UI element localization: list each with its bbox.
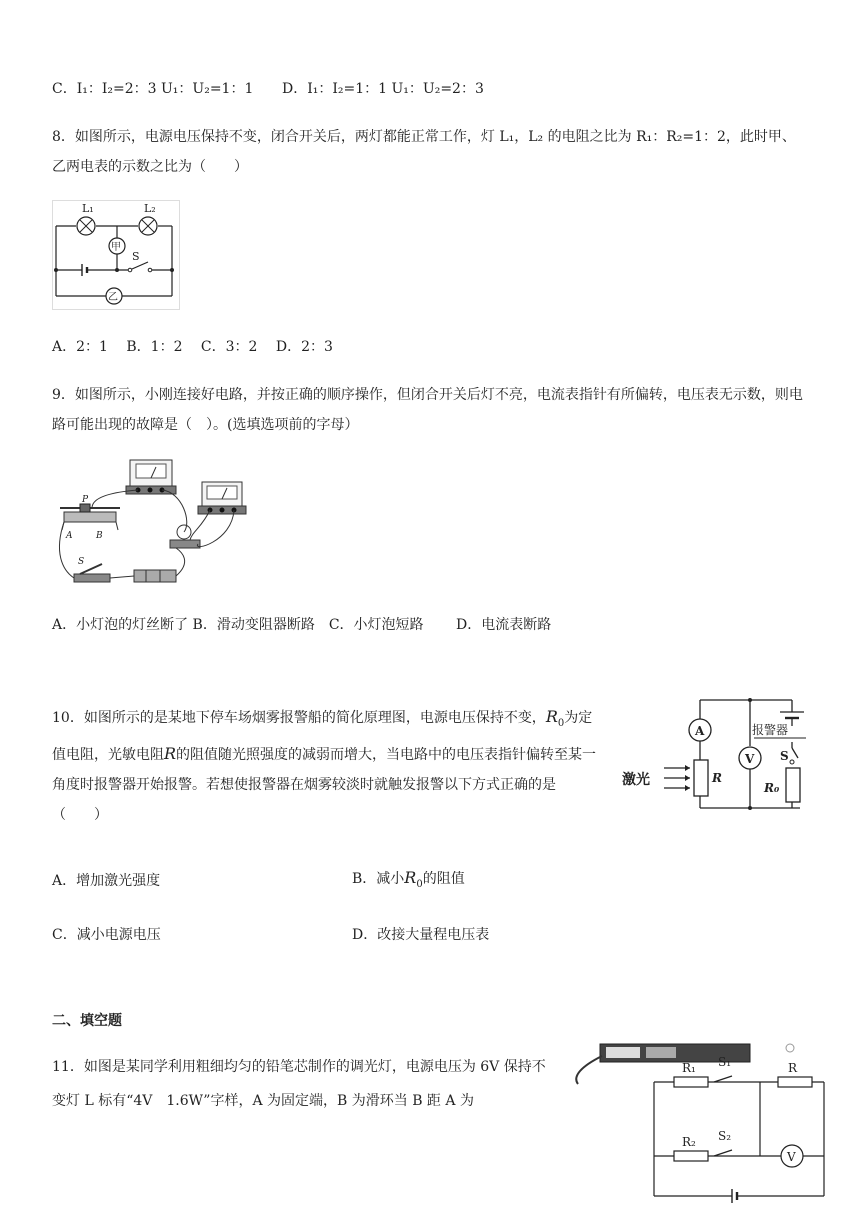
q7-option-d: D．I₁：I₂=1：1 U₁：U₂=2：3 xyxy=(282,81,484,97)
q8-options: A．2：1 B．1：2 C．3：2 D．2：3 xyxy=(52,339,333,355)
q10-label-v: V xyxy=(745,752,755,766)
q10-question-text xyxy=(52,702,600,830)
q9-options: A．小灯泡的灯丝断了 B．滑动变阻器断路 C．小灯泡短路 D．电流表断路 xyxy=(52,617,552,633)
q10-label-r: R xyxy=(712,771,722,785)
q10-circuit-diagram xyxy=(620,696,810,812)
q8-label-s: S xyxy=(132,250,140,263)
q11-label-r: R xyxy=(788,1061,798,1075)
q10-label-laser: 激光 xyxy=(622,772,650,788)
q11-label-s1: S₁ xyxy=(718,1055,732,1069)
q10-option-b-suffix: 的阻值 xyxy=(422,871,465,887)
q10-option-c: C．减小电源电压 xyxy=(52,927,161,943)
section-title-fill-in: 二、填空题 xyxy=(52,1013,122,1029)
q8-label-yi: 乙 xyxy=(108,292,118,303)
q9-question-text: 9．如图所示，小刚连接好电路，并按正确的顺序操作，但闭合开关后灯不亮，电流表指针有所偏转，电压表无示数，则电路可能出现的故障是（ ）。(选填选项前的字母） xyxy=(52,387,803,433)
q8-label-l1: L₁ xyxy=(82,202,94,215)
q8-question-text: 8．如图所示，电源电压保持不变，闭合开关后，两灯都能正常工作，灯 L₁，L₂ 的电阻之比为 R₁：R₂=1：2，此时甲、乙两电表的示数之比为（ ） xyxy=(52,129,796,175)
q10-r0-subscript: 0 xyxy=(557,717,565,729)
q8-label-jia: 甲 xyxy=(111,242,121,253)
q9-label-s: S xyxy=(78,557,85,567)
q10-option-d: D．改接大量程电压表 xyxy=(352,927,490,943)
q11-label-v: V xyxy=(787,1150,796,1164)
q11-circuit-diagram xyxy=(572,1036,830,1206)
q10-r0-symbol: R xyxy=(545,707,558,726)
q10-r-symbol: R xyxy=(164,743,177,763)
q11-label-r1: R₁ xyxy=(682,1061,696,1075)
q9-label-p: P xyxy=(82,495,89,505)
q10-text-rest: 的阻值随光照强度的减弱而增大，当电路中的电压表指针偏转至某一角度时报警器开始报警。若想使报警器在烟雾较淡时就触发报警以下方式正确的是（ ） xyxy=(52,746,597,823)
q10-label-alarm: 报警器 xyxy=(752,723,789,737)
q10-label-s: S xyxy=(780,749,789,763)
q11-label-r2: R₂ xyxy=(682,1135,696,1149)
q10-option-b-prefix: B．减小 xyxy=(352,871,405,887)
q10-option-b-r-symbol: R xyxy=(404,868,417,887)
q7-option-c: C．I₁：I₂=2：3 U₁：U₂=1：1 xyxy=(52,81,254,97)
q8-label-l2: L₂ xyxy=(144,202,156,215)
q11-label-s2: S₂ xyxy=(718,1129,732,1143)
q10-option-b xyxy=(352,868,465,890)
q10-label-a: A xyxy=(695,724,705,738)
q10-label-r0: R₀ xyxy=(764,781,780,795)
q11-question-text: 11．如图是某同学利用粗细均匀的铅笔芯制作的调光灯，电源电压为 6V 保持不变灯 L 标有“4V 1.6W”字样，A 为固定端，B 为滑环当 B 距 A 为 xyxy=(52,1059,546,1109)
q9-label-b: B xyxy=(96,531,103,541)
q9-label-a: A xyxy=(66,531,73,541)
q10-text-mid: 为定值电阻，光敏电阻 xyxy=(52,710,593,763)
q8-circuit-diagram xyxy=(52,200,180,310)
q10-text-prefix: 10．如图所示的是某地下停车场烟雾报警船的简化原理图，电源电压保持不变， xyxy=(52,710,546,726)
q10-option-a: A．增加激光强度 xyxy=(52,873,161,889)
q10-option-b-r-subscript: 0 xyxy=(416,878,423,890)
q9-circuit-photo xyxy=(52,452,252,588)
